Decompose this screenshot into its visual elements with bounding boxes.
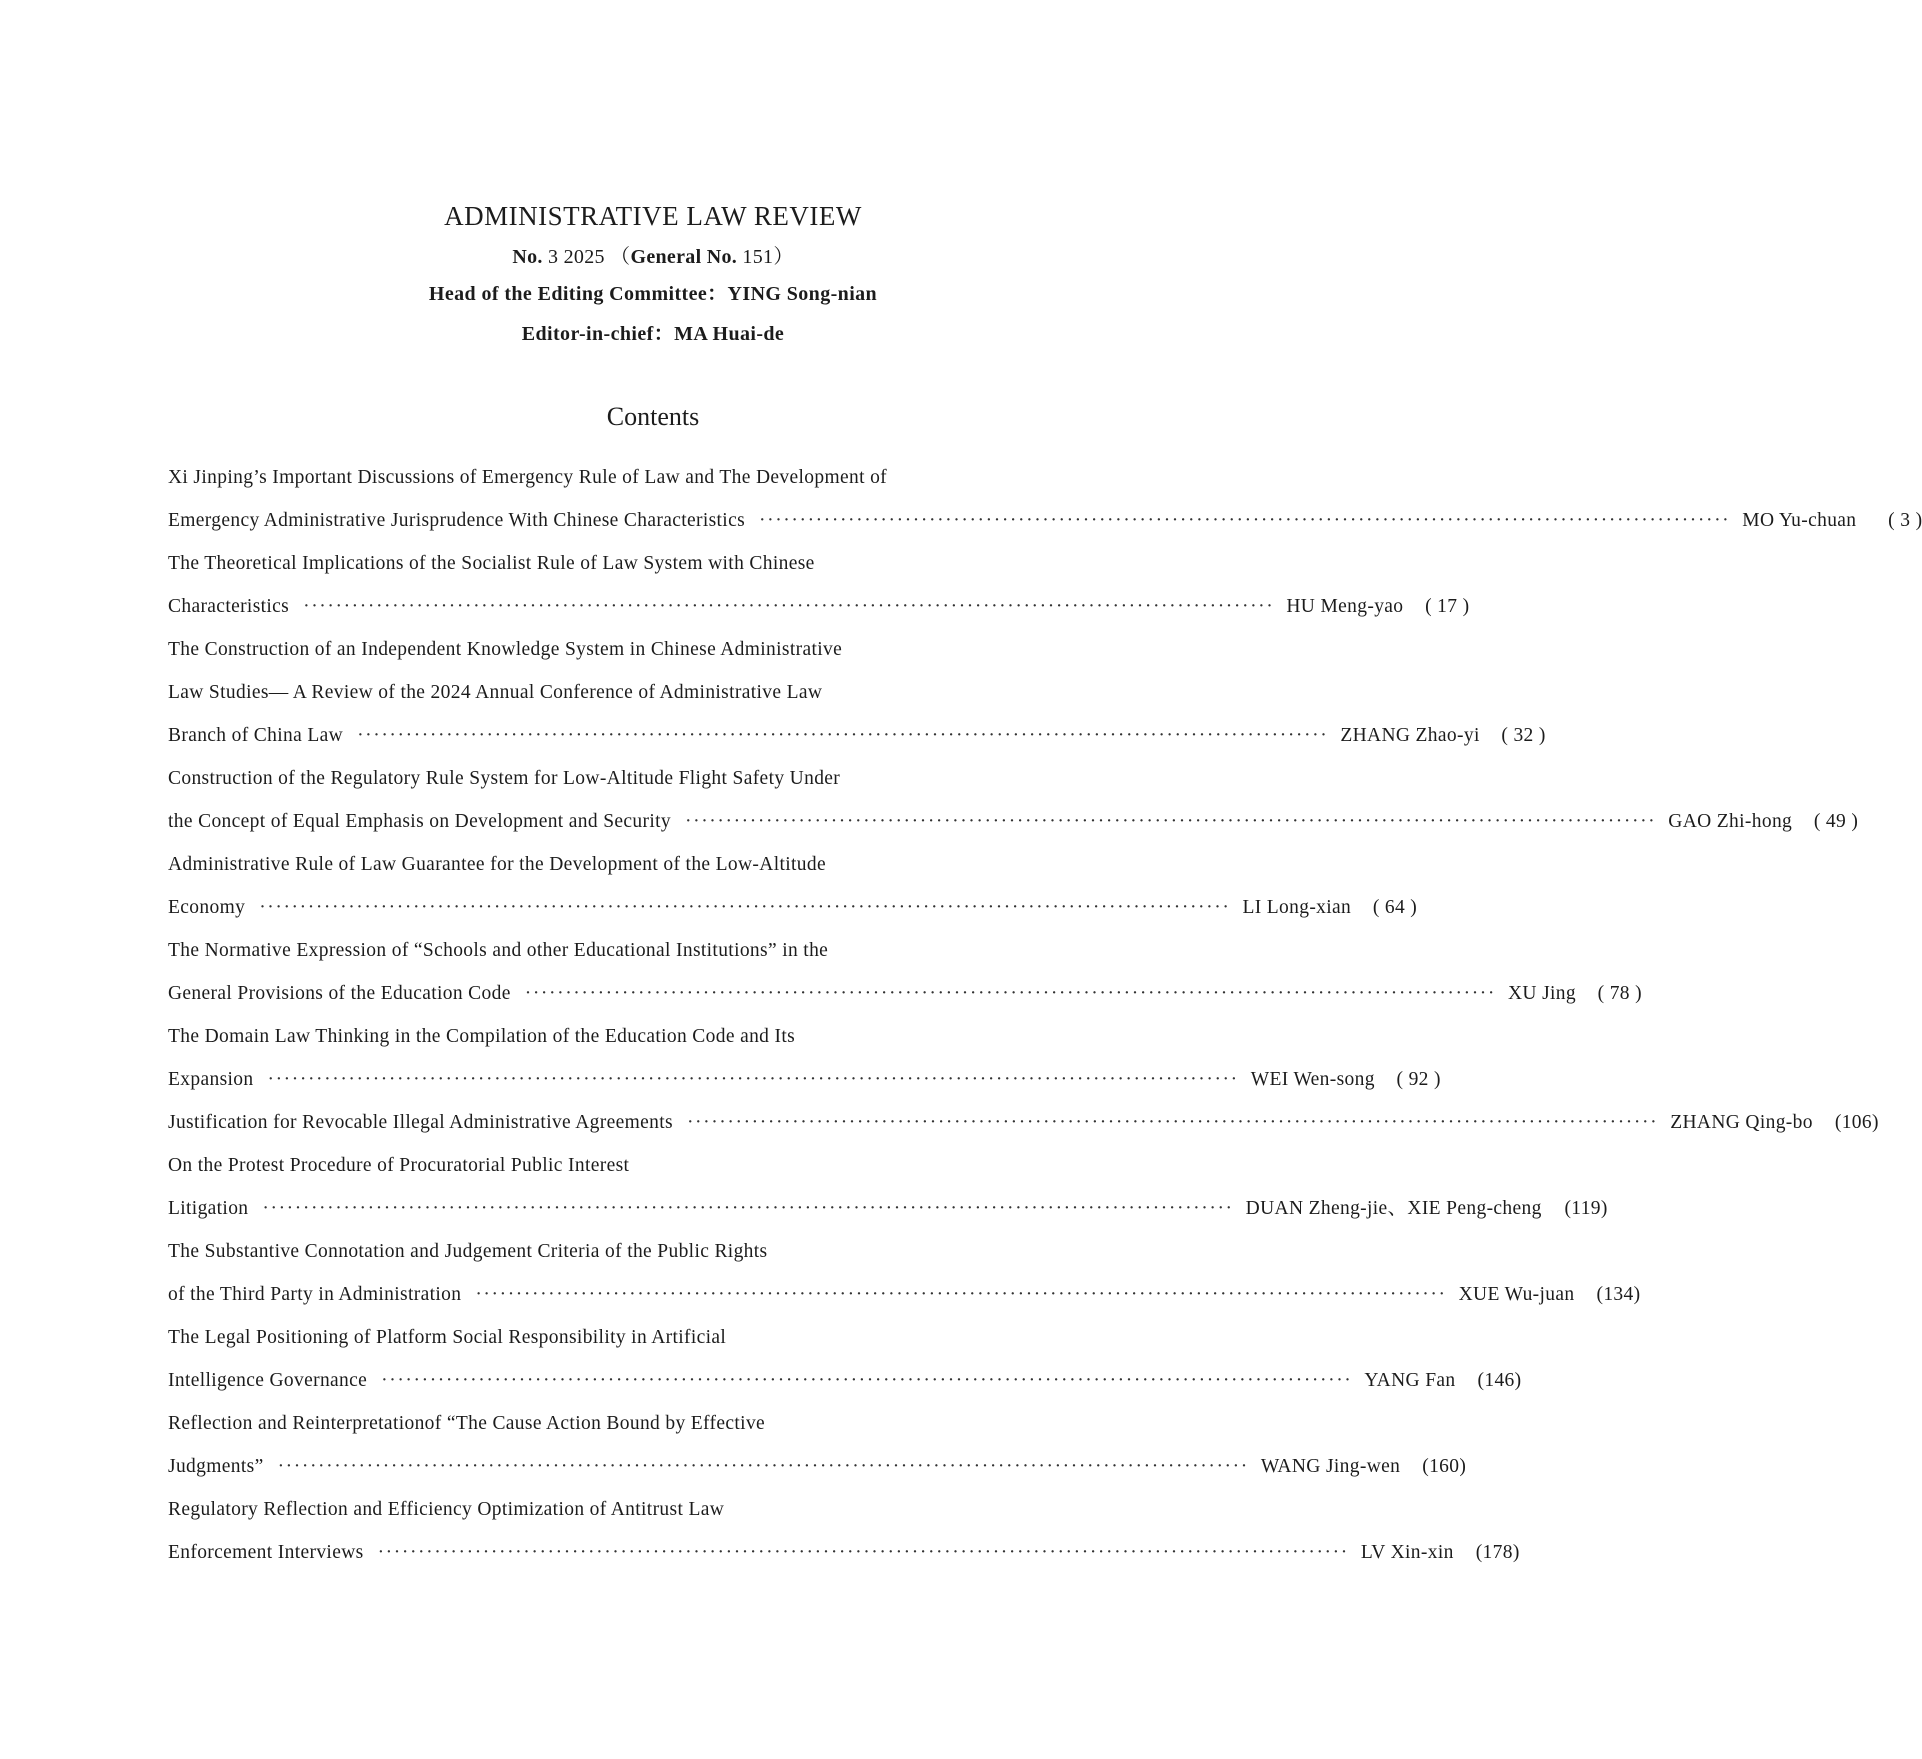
toc-page-number: ( 3 )	[1888, 510, 1922, 531]
toc-title-text: Intelligence Governance	[168, 1370, 368, 1391]
toc-entry[interactable]	[168, 757, 1859, 843]
issue-number: 3 2025	[548, 246, 605, 268]
toc-title-last-line	[168, 499, 1922, 542]
toc-title-line: Construction of the Regulatory Rule System for Low-Altitude Flight Safety Under	[168, 768, 841, 789]
toc-title-last-line	[168, 1187, 1608, 1230]
toc-page-number: ( 49 )	[1813, 811, 1859, 832]
table-of-contents	[168, 456, 1922, 1574]
open-paren: （	[610, 246, 631, 268]
toc-author: ZHANG Zhao-yi	[1340, 725, 1480, 746]
toc-title-line: The Domain Law Thinking in the Compilation of the Education Code and Its	[168, 1026, 796, 1047]
toc-title-last-line	[168, 800, 1859, 843]
toc-entry[interactable]	[168, 628, 1546, 757]
issue-number-label: No.	[512, 246, 543, 268]
toc-title-line: Regulatory Reflection and Efficiency Optimization of Antitrust Law	[168, 1499, 725, 1520]
toc-title-line: The Normative Expression of “Schools and other Educational Institutions” in the	[168, 940, 829, 961]
toc-page-number: ( 78 )	[1597, 983, 1642, 1004]
toc-title-text: Emergency Administrative Jurisprudence With Chinese Characteristics	[168, 510, 746, 531]
contents-heading: Contents	[606, 402, 700, 431]
toc-title-last-line	[168, 1058, 1441, 1101]
toc-page-number: ( 92 )	[1396, 1069, 1441, 1090]
toc-title-line: Reflection and Reinterpretationof “The Cause Action Bound by Effective	[168, 1413, 766, 1434]
toc-title-text: Branch of China Law	[168, 725, 344, 746]
toc-title-text: of the Third Party in Administration	[168, 1284, 462, 1305]
toc-title-last-line	[168, 714, 1546, 757]
toc-title-text: Economy	[168, 897, 246, 918]
toc-author: XUE Wu-juan	[1458, 1284, 1575, 1305]
toc-page-number: (106)	[1834, 1112, 1879, 1133]
toc-entry[interactable]	[168, 1144, 1608, 1230]
toc-entry[interactable]	[168, 542, 1470, 628]
toc-page-number: ( 17 )	[1425, 596, 1470, 617]
dot-leader: ························································································································	[262, 1198, 1234, 1219]
toc-title-last-line	[168, 1273, 1641, 1316]
toc-title-last-line	[168, 1445, 1467, 1488]
toc-author: LV Xin-xin	[1360, 1542, 1454, 1563]
toc-entry[interactable]	[168, 1402, 1467, 1488]
dot-leader: ························································································································	[303, 596, 1275, 617]
toc-title-text: General Provisions of the Education Code	[168, 983, 511, 1004]
dot-leader: ························································································································	[759, 510, 1731, 531]
editor-in-chief: Editor-in-chief：MA Huai-de	[521, 323, 785, 345]
toc-author: ZHANG Qing-bo	[1670, 1112, 1813, 1133]
toc-page-number: ( 32 )	[1501, 725, 1546, 746]
toc-title-line: The Substantive Connotation and Judgement Criteria of the Public Rights	[168, 1241, 768, 1262]
close-paren: ）	[773, 246, 794, 268]
toc-entry[interactable]	[168, 1316, 1522, 1402]
toc-title-text: Expansion	[168, 1069, 254, 1090]
toc-title-line: Administrative Rule of Law Guarantee for the Development of the Low-Altitude	[168, 854, 826, 875]
dot-leader: ························································································································	[524, 983, 1496, 1004]
toc-title-last-line	[168, 1531, 1520, 1574]
toc-title-last-line	[168, 1101, 1879, 1144]
toc-title-line: The Construction of an Independent Knowledge System in Chinese Administrative	[168, 639, 843, 660]
toc-title-text: Litigation	[168, 1198, 249, 1219]
toc-title-line: The Theoretical Implications of the Socialist Rule of Law System with Chinese	[168, 553, 815, 574]
head-of-editing-committee: Head of the Editing Committee：YING Song-nian	[428, 283, 878, 305]
toc-author: WEI Wen-song	[1250, 1069, 1375, 1090]
toc-page-number: ( 64 )	[1372, 897, 1418, 918]
toc-title-line: Law Studies— A Review of the 2024 Annual Conference of Administrative Law	[168, 682, 823, 703]
toc-author: GAO Zhi-hong	[1668, 811, 1793, 832]
dot-leader: ························································································································	[685, 811, 1657, 832]
toc-entry[interactable]	[168, 1230, 1641, 1316]
toc-author: HU Meng-yao	[1286, 596, 1404, 617]
toc-title-text: Enforcement Interviews	[168, 1542, 364, 1563]
toc-page-number: (178)	[1475, 1542, 1520, 1563]
issue-line	[0, 240, 1306, 274]
toc-entry[interactable]	[168, 456, 1922, 542]
general-number-label: General No.	[630, 246, 738, 268]
masthead	[0, 196, 1306, 354]
toc-entry[interactable]	[168, 843, 1418, 929]
general-number: 151	[742, 246, 774, 268]
toc-title-last-line	[168, 972, 1642, 1015]
toc-page-number: (146)	[1477, 1370, 1522, 1391]
toc-entry[interactable]	[168, 1101, 1879, 1144]
toc-title-last-line	[168, 585, 1470, 628]
toc-author: WANG Jing-wen	[1260, 1456, 1401, 1477]
toc-author: XU Jing	[1507, 983, 1576, 1004]
toc-title-last-line	[168, 1359, 1522, 1402]
toc-page-number: (160)	[1422, 1456, 1467, 1477]
toc-page-number: (134)	[1596, 1284, 1641, 1305]
toc-title-text: the Concept of Equal Emphasis on Development and Security	[168, 811, 672, 832]
toc-author: YANG Fan	[1364, 1370, 1456, 1391]
toc-entry[interactable]	[168, 1488, 1520, 1574]
dot-leader: ························································································································	[475, 1284, 1447, 1305]
dot-leader: ························································································································	[686, 1112, 1659, 1133]
toc-title-text: Judgments”	[168, 1456, 264, 1477]
toc-page-number: (119)	[1564, 1198, 1608, 1219]
toc-title-line: Xi Jinping’s Important Discussions of Emergency Rule of Law and The Development of	[168, 467, 888, 488]
dot-leader: ························································································································	[267, 1069, 1239, 1090]
toc-title-text: Justification for Revocable Illegal Administrative Agreements	[168, 1112, 673, 1133]
toc-title-last-line	[168, 886, 1418, 929]
dot-leader: ························································································································	[377, 1542, 1349, 1563]
toc-author: LI Long-xian	[1242, 897, 1352, 918]
journal-title: ADMINISTRATIVE LAW REVIEW	[444, 201, 862, 231]
toc-title-line: The Legal Positioning of Platform Social Responsibility in Artificial	[168, 1327, 727, 1348]
toc-entry[interactable]	[168, 1015, 1441, 1101]
toc-author: MO Yu-chuan	[1742, 510, 1857, 531]
toc-entry[interactable]	[168, 929, 1642, 1015]
dot-leader: ························································································································	[277, 1456, 1249, 1477]
toc-author: DUAN Zheng-jie、XIE Peng-cheng	[1245, 1198, 1542, 1219]
toc-title-text: Characteristics	[168, 596, 290, 617]
dot-leader: ························································································································	[259, 897, 1231, 918]
toc-title-line: On the Protest Procedure of Procuratorial Public Interest	[168, 1155, 630, 1176]
dot-leader: ························································································································	[381, 1370, 1353, 1391]
dot-leader: ························································································································	[357, 725, 1329, 746]
